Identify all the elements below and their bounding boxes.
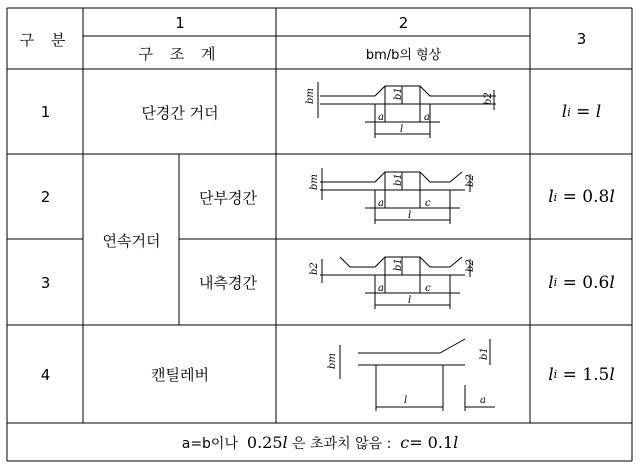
svg-text:a: a [378, 198, 384, 209]
header-col1-number: 1 [175, 13, 185, 32]
svg-text:bm: bm [309, 174, 320, 190]
svg-text:l: l [404, 395, 408, 406]
svg-text:b1: b1 [393, 173, 404, 186]
header-col1-label: 구 조 계 [138, 44, 222, 63]
figure-end-span [300, 160, 510, 232]
formula-rhs: l [595, 102, 602, 122]
continuous-girder-label: 연속거더 [102, 231, 161, 250]
svg-text:b2: b2 [465, 259, 476, 272]
row-2-formula: l i = 0.8 l [548, 187, 615, 207]
header-col2-label: bm/b의 형상 [365, 47, 442, 63]
svg-text:c: c [425, 198, 431, 209]
svg-text:b1: b1 [393, 258, 404, 271]
row-4-number: 4 [40, 365, 51, 384]
svg-text:b2: b2 [309, 262, 320, 275]
svg-text:a: a [424, 112, 430, 123]
svg-text:l: l [408, 295, 412, 306]
row-1-number: 1 [40, 103, 51, 121]
formula-sub: i [567, 105, 571, 119]
formula-var: l [561, 102, 568, 122]
svg-text:a: a [378, 283, 384, 294]
svg-text:a: a [378, 112, 384, 123]
svg-text:c: c [425, 283, 431, 294]
svg-text:a: a [480, 395, 486, 406]
row-4-formula: l i = 1.5 l [548, 364, 615, 385]
svg-text:b2: b2 [483, 92, 494, 105]
row-1-structure: 단경간 거더 [141, 103, 219, 122]
row-3-span: 내측경간 [199, 274, 257, 292]
label-bm: bm [305, 88, 316, 104]
header-category: 구 분 [19, 30, 72, 49]
footnote: a=b이나 0.25 l 은 초과치 않음 : c = 0.1 l [181, 433, 459, 452]
figure-cantilever [300, 333, 515, 419]
svg-text:l: l [408, 210, 412, 221]
figure-simple-span [300, 76, 510, 148]
svg-text:b2: b2 [465, 174, 476, 187]
row-2-span: 단부경간 [199, 188, 257, 207]
header-col3-number: 3 [576, 30, 587, 48]
header-col2-number: 2 [398, 13, 409, 32]
row-4-structure: 캔틸레버 [151, 366, 209, 384]
row-3-formula: l i = 0.6 l [548, 272, 615, 293]
row-1-formula: l i = l [561, 102, 602, 122]
svg-text:b1: b1 [393, 87, 404, 100]
svg-text:l: l [400, 124, 404, 135]
row-2-number: 2 [40, 188, 51, 206]
svg-text:b1: b1 [479, 347, 490, 360]
svg-text:bm: bm [327, 353, 338, 369]
figure-interior-span [300, 245, 510, 317]
row-3-number: 3 [40, 273, 51, 292]
